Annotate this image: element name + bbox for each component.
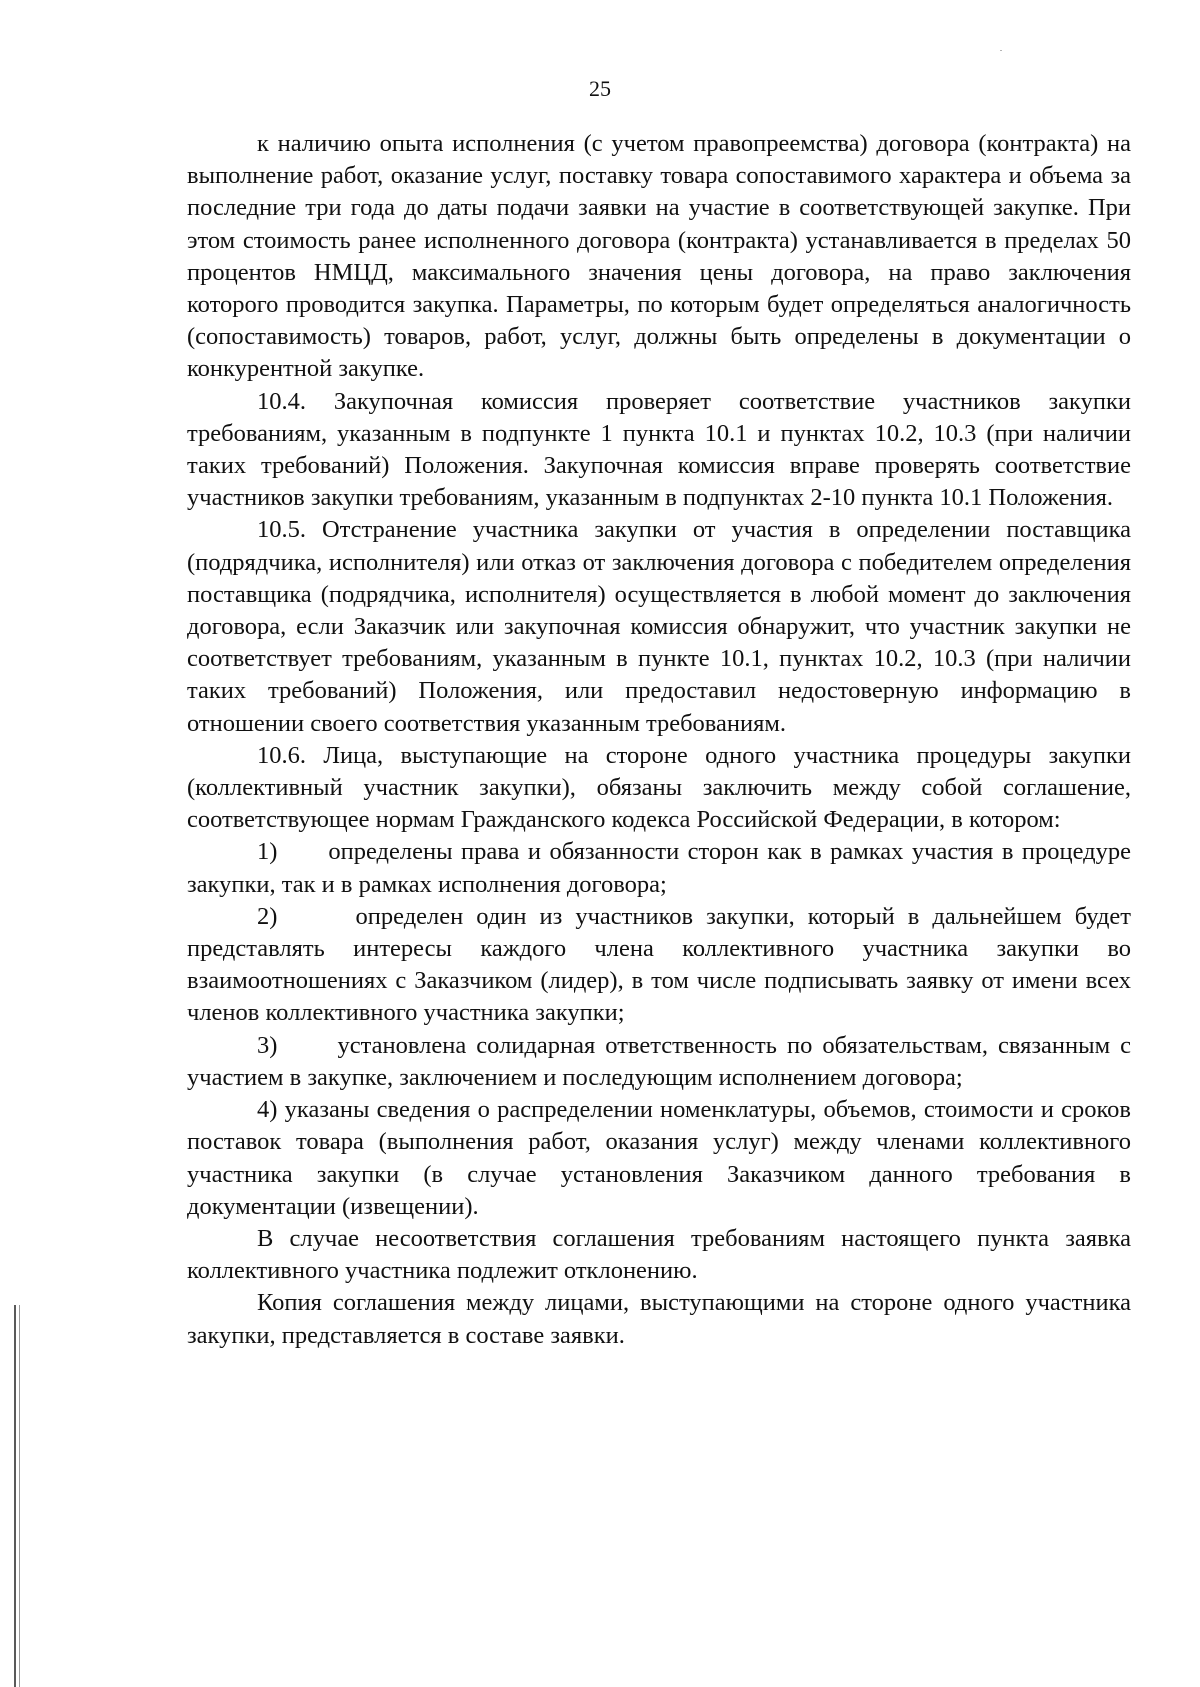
page-number: 25: [589, 76, 611, 101]
paragraph-experience-requirement: к наличию опыта исполнения (с учетом правопреемства) договора (контракта) на выполнение работ, оказание услуг, поставку товара сопоставимого характера и объема за последние три года до даты подачи заявки на участие в соответствующей закупке. При этом стоимость ранее исполненного договора (контракта) устанавливается в пределах 50 процентов НМЦД, максимального значения цены договора, на право заключения которого проводится закупка. Параметры, по которым будет определяться аналогичность (сопоставимость) товаров, работ, услуг, должны быть определены в документации о конкурентной закупке.: [187, 130, 1131, 383]
paragraph-copy-of-agreement: Копия соглашения между лицами, выступающими на стороне одного участника закупки, представляется в составе заявки.: [187, 1289, 1131, 1349]
scan-edge-line-secondary: [19, 1305, 20, 1687]
list-item-2: 2) определен один из участников закупки, который в дальнейшем будет представлять интересы каждого члена коллективного участника закупки во взаимоотношениях с Заказчиком (лидер), в том числе подписывать заявку от имени всех членов коллективного участника закупки;: [187, 902, 1138, 1027]
list-item-1: 1) определены права и обязанности сторон как в рамках участия в процедуре закупки, так и в рамках исполнения договора;: [187, 838, 1138, 898]
list-item-4: 4) указаны сведения о распределении номенклатуры, объемов, стоимости и сроков поставок товара (выполнения работ, оказания услуг) между членами коллективного участника закупки (в случае установления Заказчиком данного требования в документации (извещении).: [187, 1096, 1131, 1220]
list-item-3: 3) установлена солидарная ответственность по обязательствам, связанным с участием в закупке, заключением и последующим исполнением договора;: [187, 1031, 1138, 1091]
scan-speck: [1000, 50, 1002, 51]
scan-edge-line: [14, 1305, 16, 1687]
paragraph-10-6: 10.6. Лица, выступающие на стороне одного участника процедуры закупки (коллективный участник закупки), обязаны заключить между собой соглашение, соответствующее нормам Гражданского кодекса Российской Федерации, в котором:: [187, 741, 1131, 834]
paragraph-10-4: 10.4. Закупочная комиссия проверяет соответствие участников закупки требованиям, указанным в подпункте 1 пункта 10.1 и пунктах 10.2, 10.3 (при наличии таких требований) Положения. Закупочная комиссия вправе проверять соответствие участников закупки требованиям, указанным в подпунктах 2-10 пункта 10.1 Положения.: [187, 387, 1131, 512]
paragraph-10-5: 10.5. Отстранение участника закупки от участия в определении поставщика (подрядчика, исполнителя) или отказ от заключения договора с победителем определения поставщика (подрядчика, исполнителя) осуществляется в любой момент до заключения договора, если Заказчик или закупочная комиссия обнаружит, что участник закупки не соответствует требованиям, указанным в пункте 10.1, пунктах 10.2, 10.3 (при наличии таких требований) Положения, или предоставил недостоверную информацию в отношении своего соответствия указанным требованиям.: [187, 516, 1131, 737]
paragraph-rejection: В случае несоответствия соглашения требованиям настоящего пункта заявка коллективного участника подлежит отклонению.: [187, 1224, 1131, 1285]
document-body: [187, 128, 1138, 1352]
